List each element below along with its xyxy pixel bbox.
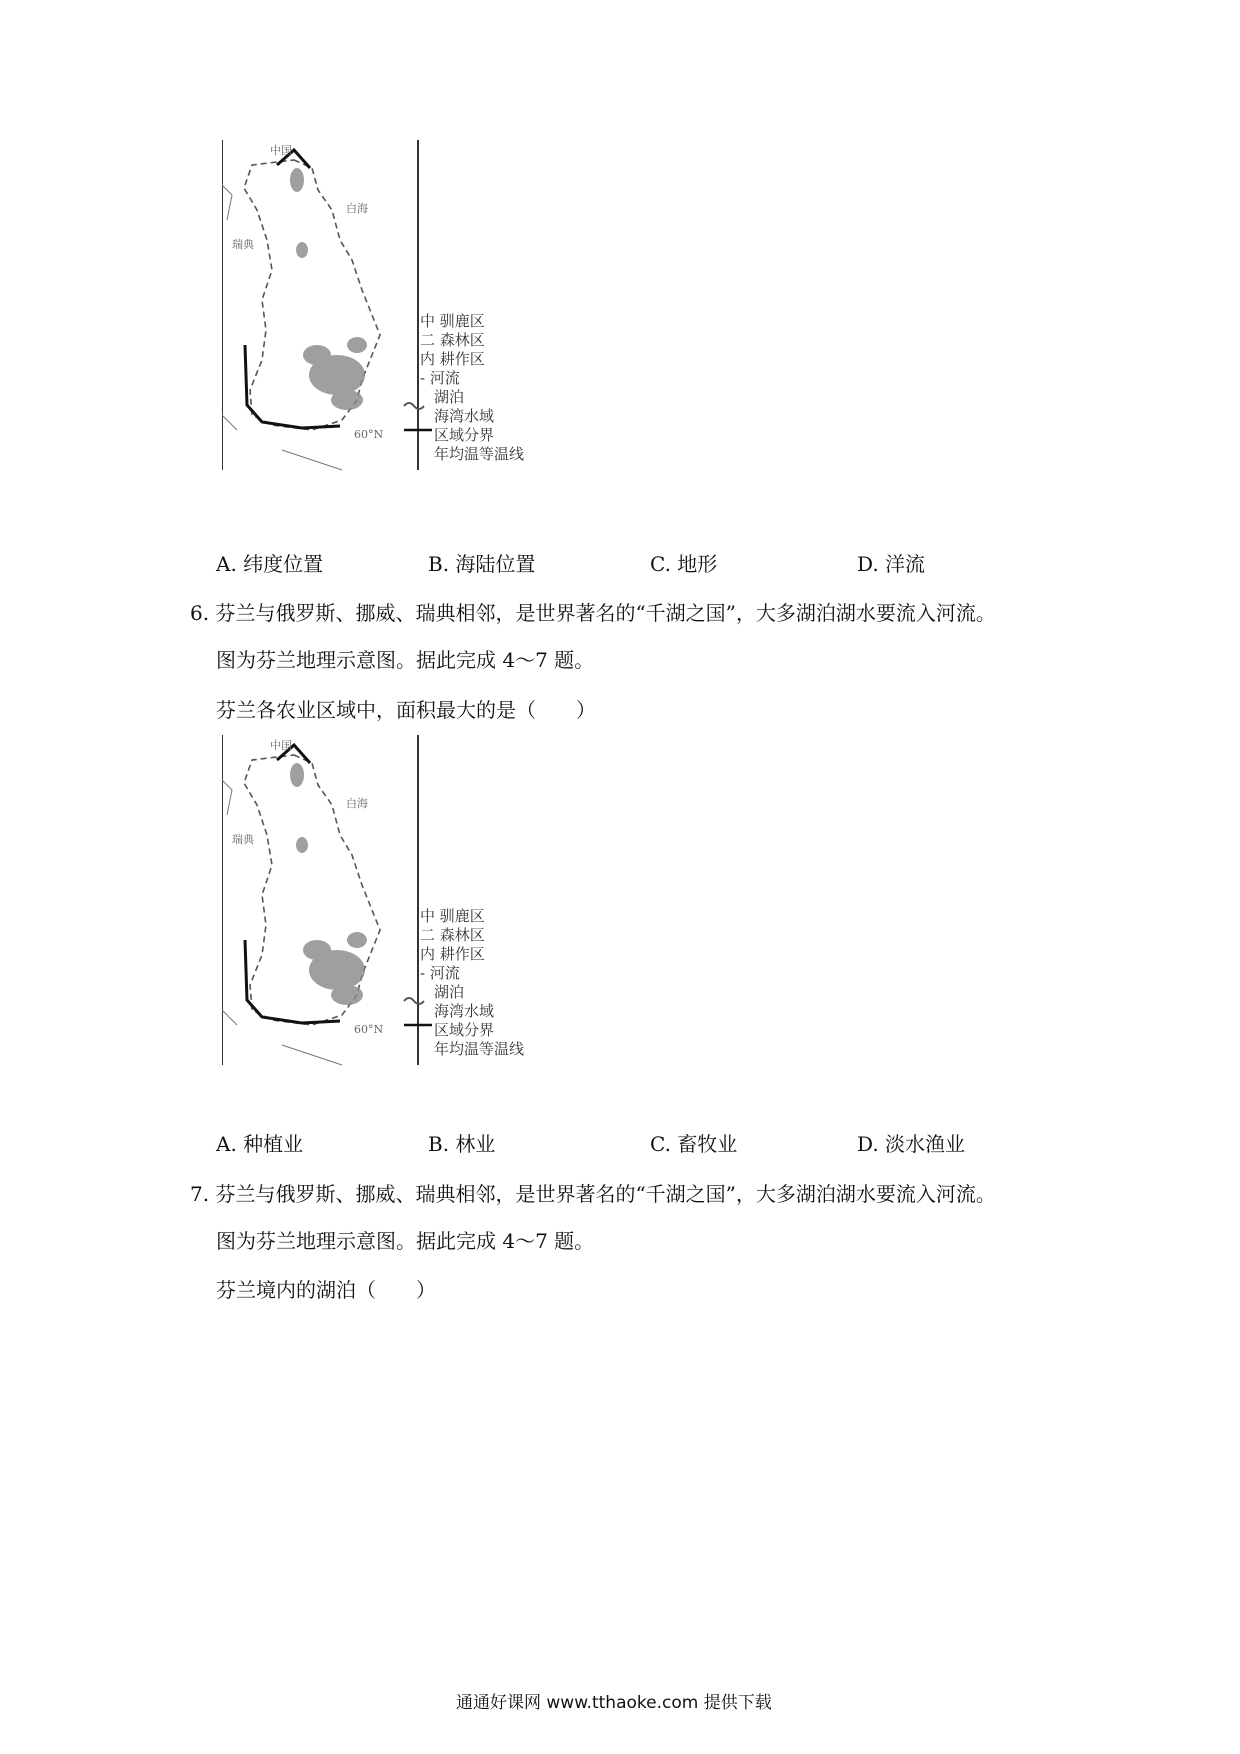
legend-item: - 河流 [420, 964, 460, 982]
map-label-top: 中国 [270, 144, 292, 157]
q6-question: 芬兰各农业区域中，面积最大的是（ ） [216, 698, 596, 722]
legend-item: 年均温等温线 [434, 1040, 525, 1058]
map-legend [404, 312, 524, 463]
map-label-west: 瑞典 [232, 833, 254, 846]
country-outline [244, 755, 380, 1025]
q5-option-b[interactable]: B. 海陆位置 [428, 552, 536, 576]
map-label-east: 白海 [346, 202, 368, 215]
q6-stem-line-2: 图为芬兰地理示意图。据此完成 4～7 题。 [216, 648, 595, 672]
map-label-east: 白海 [346, 797, 368, 810]
q6-option-d[interactable]: D. 淡水渔业 [857, 1132, 966, 1156]
q5-option-d[interactable]: D. 洋流 [857, 552, 926, 576]
q7-question: 芬兰境内的湖泊（ ） [216, 1278, 436, 1302]
legend-item: 海湾水域 [434, 1002, 495, 1020]
legend-item: 二 森林区 [420, 331, 485, 349]
map-label-west: 瑞典 [232, 238, 254, 251]
map-label-latitude: 60°N [354, 1023, 384, 1036]
map-label-latitude: 60°N [354, 428, 384, 441]
legend-item: - 河流 [420, 369, 460, 387]
q7-stem-line-2: 图为芬兰地理示意图。据此完成 4～7 题。 [216, 1229, 595, 1253]
legend-item: 区域分界 [434, 1021, 495, 1039]
finland-map-figure-1 [222, 140, 632, 510]
legend-item: 中 驯鹿区 [420, 312, 485, 330]
legend-item: 内 耕作区 [420, 945, 485, 963]
finland-map-figure-2 [222, 735, 632, 1105]
q6-option-c[interactable]: C. 畜牧业 [650, 1132, 738, 1156]
q5-option-a[interactable]: A. 纬度位置 [216, 552, 324, 576]
country-outline [244, 160, 380, 430]
legend-item: 年均温等温线 [434, 445, 525, 463]
legend-item: 湖泊 [434, 983, 465, 1001]
map-label-top: 中国 [270, 739, 292, 752]
legend-item: 湖泊 [434, 388, 465, 406]
map-legend [404, 907, 524, 1058]
legend-item: 二 森林区 [420, 926, 485, 944]
legend-item: 海湾水域 [434, 407, 495, 425]
q7-stem-line-1: 7. 芬兰与俄罗斯、挪威、瑞典相邻，是世界著名的“千湖之国”，大多湖泊湖水要流入河流。 [190, 1182, 996, 1206]
legend-item: 中 驯鹿区 [420, 907, 485, 925]
legend-item: 区域分界 [434, 426, 495, 444]
legend-item: 内 耕作区 [420, 350, 485, 368]
q6-option-a[interactable]: A. 种植业 [216, 1132, 304, 1156]
page-footer: 通通好课网 www.tthaoke.com 提供下载 [456, 1693, 772, 1713]
q6-stem-line-1: 6. 芬兰与俄罗斯、挪威、瑞典相邻，是世界著名的“千湖之国”，大多湖泊湖水要流入河流。 [190, 601, 996, 625]
map-frame [222, 735, 418, 1065]
map-frame [222, 140, 418, 470]
q6-option-b[interactable]: B. 林业 [428, 1132, 496, 1156]
q5-option-c[interactable]: C. 地形 [650, 552, 718, 576]
